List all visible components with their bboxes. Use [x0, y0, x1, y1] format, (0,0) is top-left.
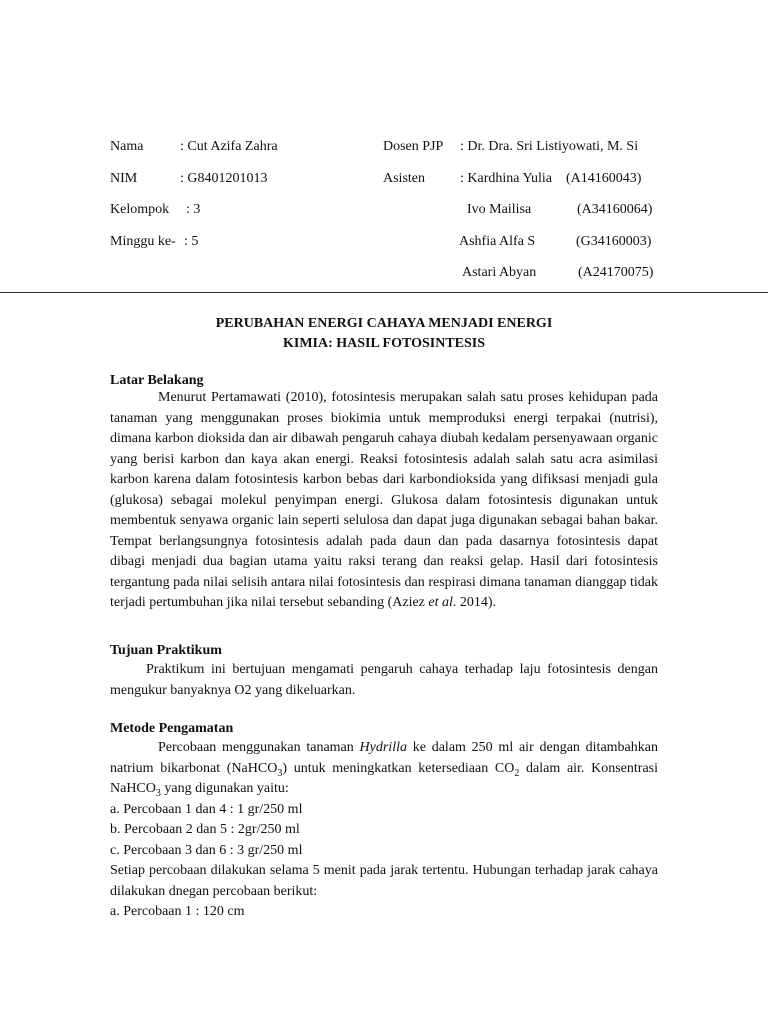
header-divider	[0, 292, 768, 293]
minggu-value: : 5	[184, 234, 199, 249]
kelompok-value: : 3	[186, 202, 201, 217]
nama-value: : Cut Azifa Zahra	[180, 139, 278, 154]
metode-text-p2: Setiap percobaan dilakukan selama 5 menit pada jarak tertentu. Hubungan terhadap jarak cahaya dilakukan dnegan percobaan berikut:	[110, 863, 658, 899]
nim-value: : G8401201013	[180, 171, 268, 186]
latar-belakang-paragraph	[110, 388, 658, 614]
list-item: b. Percobaan 2 dan 5 : 2gr/250 ml	[110, 822, 300, 837]
metode-text-c: ) untuk meningkatkan ketersediaan CO	[282, 760, 515, 776]
metode-text-a: Percobaan menggunakan tanaman	[158, 740, 360, 755]
latar-text-end: . 2014).	[452, 595, 497, 610]
document-title-line-2: KIMIA: HASIL FOTOSINTESIS	[282, 336, 486, 351]
tujuan-heading: Tujuan Praktikum	[110, 643, 222, 658]
nim-label: NIM	[110, 171, 138, 186]
list-item: a. Percobaan 1 : 120 cm	[110, 904, 245, 919]
list-item: a. Percobaan 1 dan 4 : 1 gr/250 ml	[110, 801, 303, 817]
metode-text-e: yang digunakan yaitu:	[160, 781, 289, 796]
metode-heading: Metode Pengamatan	[110, 721, 234, 736]
list-item: c. Percobaan 3 dan 6 : 3 gr/250 ml	[110, 842, 303, 858]
kelompok-label: Kelompok	[110, 202, 170, 217]
metode-text-d: dalam air. Konsentrasi NaHCO	[110, 760, 658, 796]
asisten-nim-3: (G34160003)	[576, 234, 652, 249]
metode-sub-1: 3	[277, 767, 283, 779]
asisten-name-3: Ashfia Alfa S	[459, 234, 536, 249]
minggu-label: Minggu ke-	[110, 234, 176, 249]
metode-paragraph	[110, 738, 658, 923]
asisten-nim-4: (A24170075)	[578, 265, 654, 280]
asisten-label: Asisten	[383, 171, 425, 186]
latar-italic: et al	[428, 595, 453, 610]
tujuan-paragraph	[110, 660, 658, 701]
asisten-name-1: : Kardhina Yulia	[460, 171, 553, 186]
asisten-nim-1: (A14160043)	[566, 171, 642, 186]
nama-label: Nama	[110, 139, 144, 154]
dosen-label: Dosen PJP	[383, 139, 444, 154]
document-title-line-1: PERUBAHAN ENERGI CAHAYA MENJADI ENERGI	[215, 316, 553, 331]
latar-text: Menurut Pertamawati (2010), fotosintesis merupakan salah satu proses kehidupan pada tanaman yang menggunakan proses biokimia untuk memproduksi energi terpakai (nutrisi), dimana karbon dioksida dan air dibawah pengaruh cahaya diubah kedalam persenyawaan organic yang berisi karbon dan kaya akan energi. Reaksi fotosintesis adalah salah satu acra asimilasi karbon karena dalam fotosintesis karbon bebas dari karbondioksida yang difiksasi menjadi gula (glukosa) sebagai molekul penyimpan energi. Glukosa dalam fotosintesis digunakan untuk membentuk senyawa organic lain seperti selulosa dan dapat juga digunakan sebagai bahan bakar. Tempat berlangsungnya fotosintesis adalah pada daun dan pada dasarnya fotosintesis dapat dibagi menjadi dua bagian utama yaitu raksi terang dan reaksi gelap. Hasil dari fotosintesis tergantung pada nilai selisih antara nilai fotosintesis dan respirasi dimana tanaman dianggap tidak terjadi pertumbuhan jika nilai tersebut sebanding (Aziez	[110, 390, 658, 610]
metode-sub-3: 3	[155, 787, 161, 799]
dosen-value: : Dr. Dra. Sri Listiyowati, M. Si	[460, 139, 639, 154]
metode-plant-name: Hydrilla	[359, 740, 407, 755]
asisten-name-2: Ivo Mailisa	[467, 202, 532, 217]
asisten-nim-2: (A34160064)	[577, 202, 653, 217]
metode-text-b: ke dalam 250 ml air dengan ditambahkan natrium bikarbonat (NaHCO	[110, 740, 658, 776]
tujuan-text: Praktikum ini bertujuan mengamati pengaruh cahaya terhadap laju fotosintesis dengan mengukur banyaknya O2 yang dikeluarkan.	[110, 662, 658, 698]
latar-belakang-heading: Latar Belakang	[110, 373, 204, 388]
metode-sub-2: 2	[514, 767, 520, 779]
asisten-name-4: Astari Abyan	[462, 265, 537, 280]
